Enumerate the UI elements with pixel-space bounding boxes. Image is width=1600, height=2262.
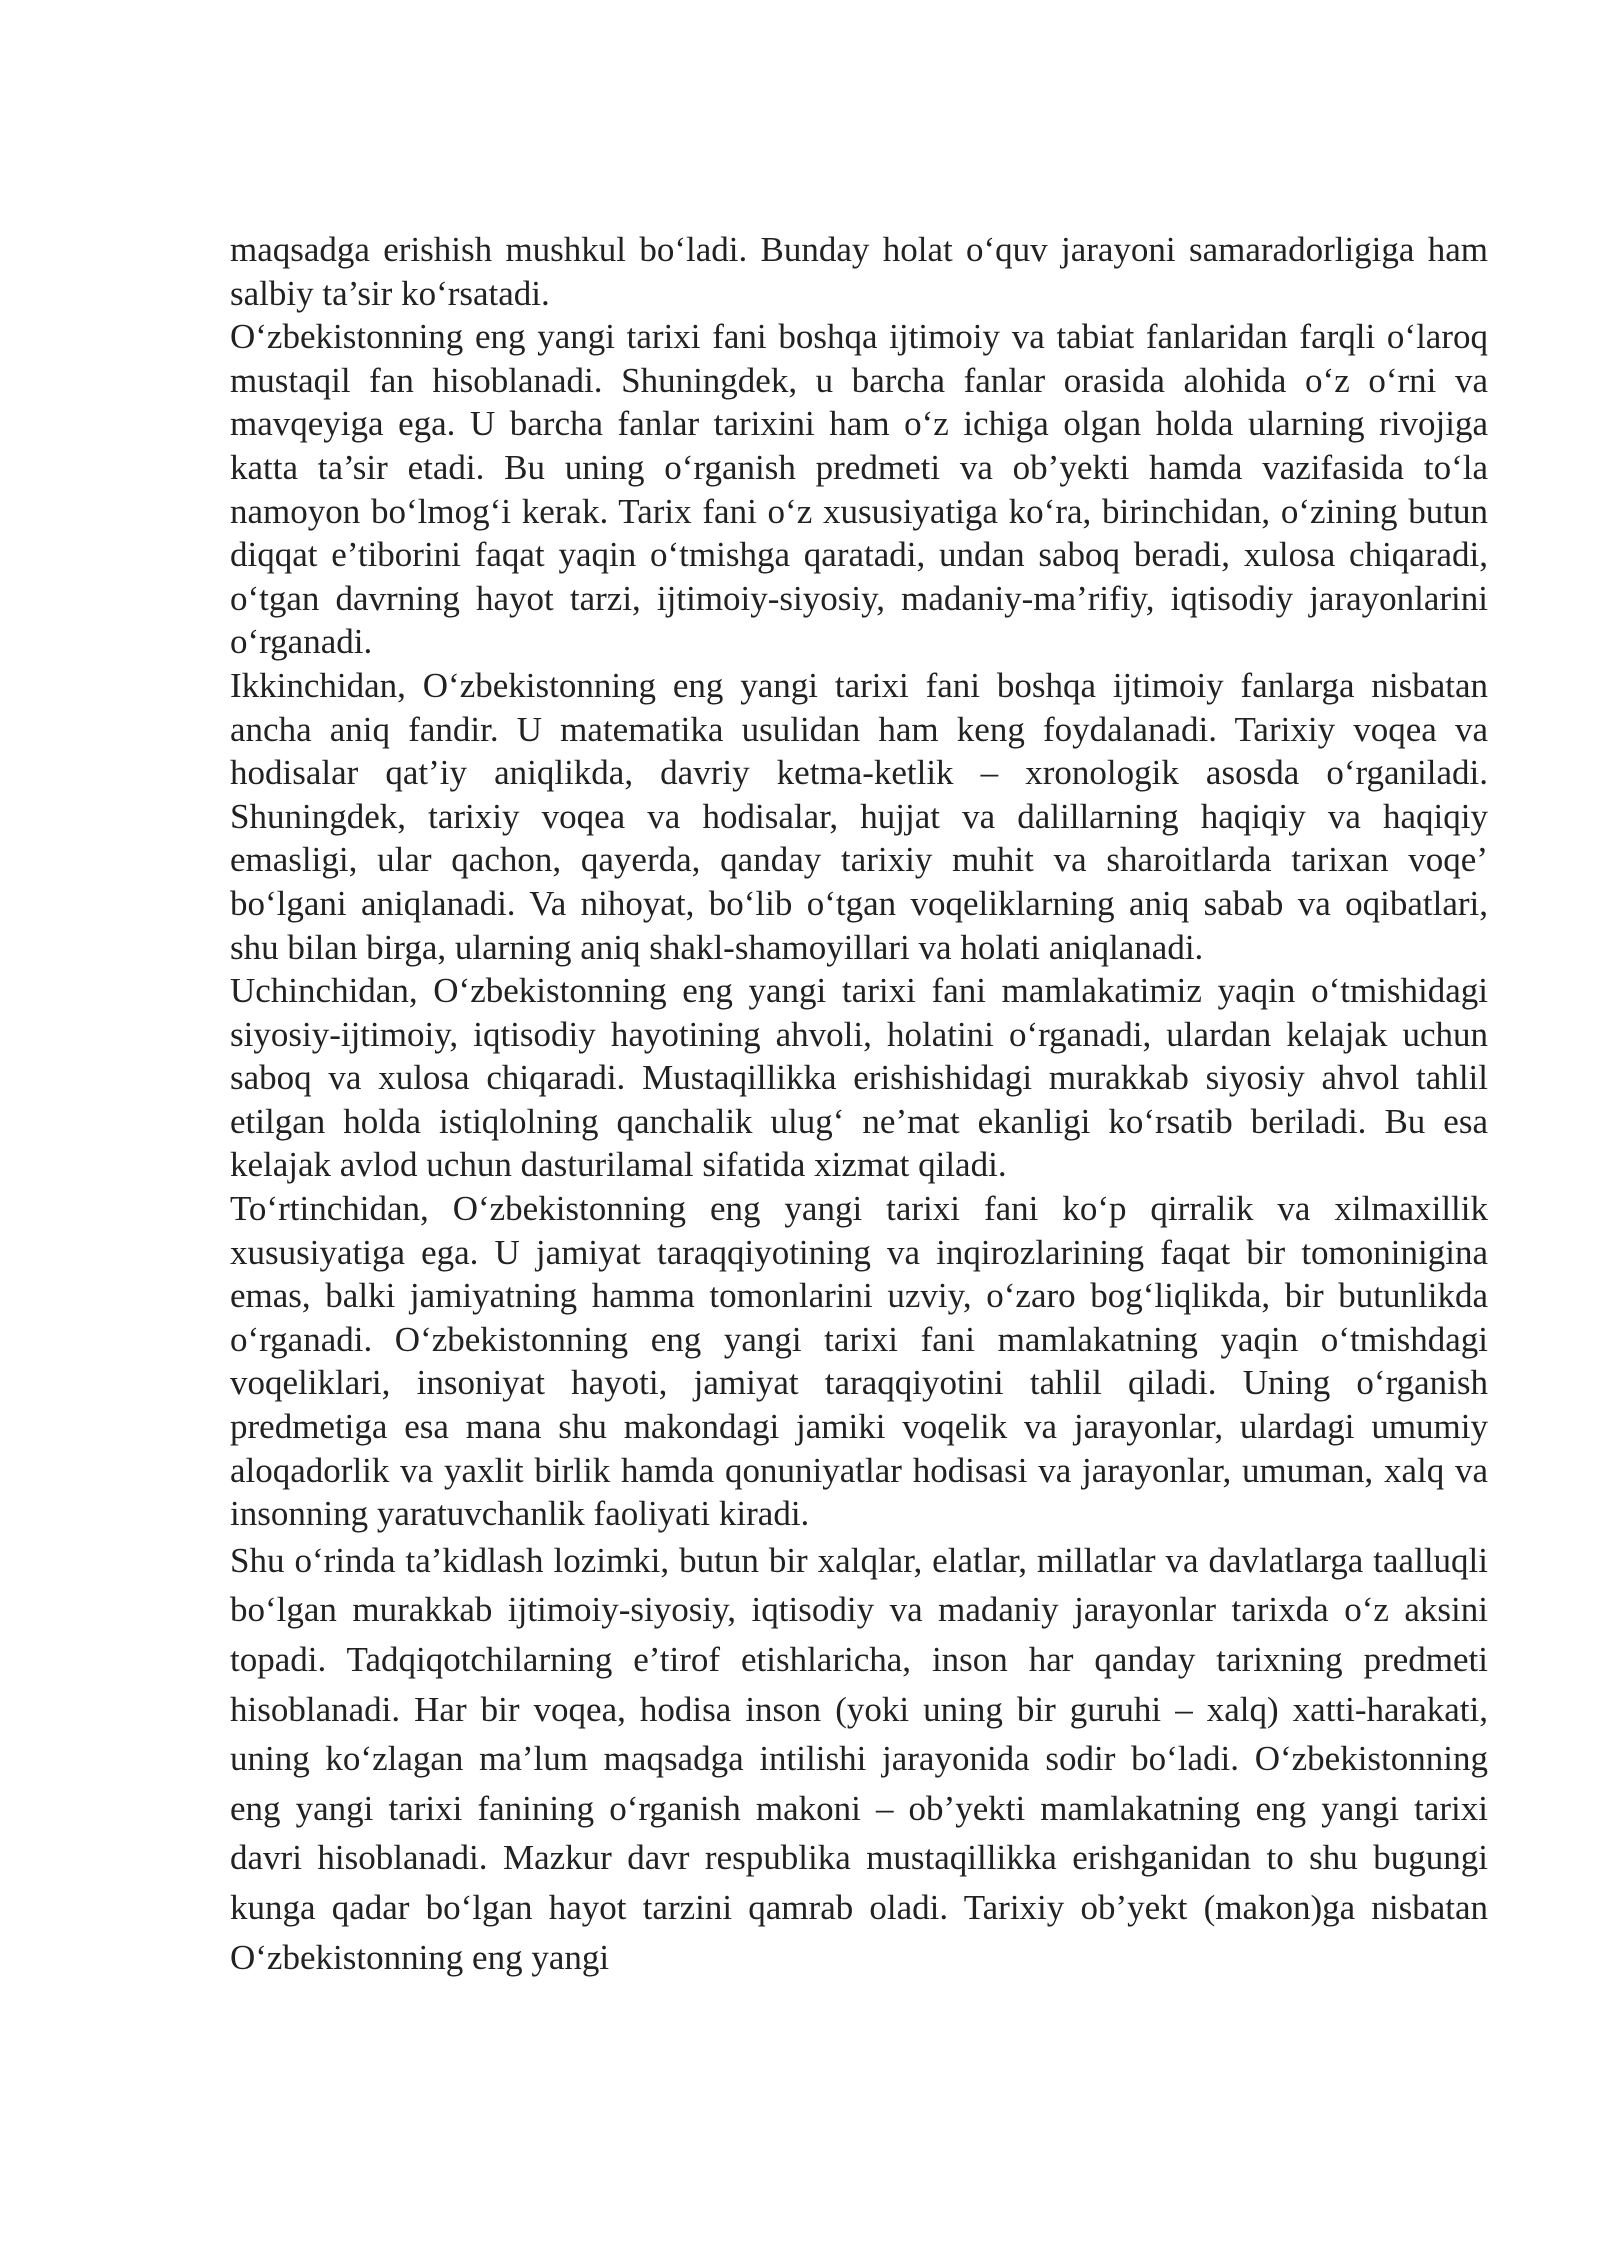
- document-page: [230, 228, 1488, 1982]
- paragraph-2: O‘zbekistonning eng yangi tarixi fani boshqa ijtimoiy va tabiat fanlaridan farqli o‘laroq mustaqil fan hisoblanadi. Shuningdek, u barcha fanlar orasida alohida o‘z o‘rni va mavqeyiga ega. U barcha fanlar tarixini ham o‘z ichiga olgan holda ularning rivojiga katta ta’sir etadi. Bu uning o‘rganish predmeti va ob’yekti hamda vazifasida to‘la namoyon bo‘lmog‘i kerak. Tarix fani o‘z xususiyatiga ko‘ra, birinchidan, o‘zining butun diqqat e’tiborini faqat yaqin o‘tmishga qaratadi, undan saboq beradi, xulosa chiqaradi, o‘tgan davrning hayot tarzi, ijtimoiy-siyosiy, madaniy-ma’rifiy, iqtisodiy jarayonlarini o‘rganadi.: [230, 317, 1488, 662]
- paragraph-5: To‘rtinchidan, O‘zbekistonning eng yangi tarixi fani ko‘p qirralik va xilmaxillik xususiyatiga ega. U jamiyat taraqqiyotining va inqirozlarining faqat bir tomoninigina emas, balki jamiyatning hamma tomonlarini uzviy, o‘zaro bog‘liqlikda, bir butunlikda o‘rganadi. O‘zbekistonning eng yangi tarixi fani mamlakatning yaqin o‘tmishdagi voqeliklari, insoniyat hayoti, jamiyat taraqqiyotini tahlil qiladi. Uning o‘rganish predmetiga esa mana shu makondagi jamiki voqelik va jarayonlar, ulardagi umumiy aloqadorlik va yaxlit birlik hamda qonuniyatlar hodisasi va jarayonlar, umuman, xalq va insonning yaratuvchanlik faoliyati kiradi.: [230, 1189, 1488, 1534]
- paragraph-4: Uchinchidan, O‘zbekistonning eng yangi tarixi fani mamlakatimiz yaqin o‘tmishidagi siyosiy-ijtimoiy, iqtisodiy hayotining ahvoli, holatini o‘rganadi, ulardan kelajak uchun saboq va xulosa chiqaradi. Mustaqillikka erishishidagi murakkab siyosiy ahvol tahlil etilgan holda istiqlolning qanchalik ulug‘ ne’mat ekanligi ko‘rsatib beriladi. Bu esa kelajak avlod uchun dasturilamal sifatida xizmat qiladi.: [230, 971, 1488, 1185]
- paragraph-1: maqsadga erishish mushkul bo‘ladi. Bunday holat o‘quv jarayoni samaradorligiga ham salbiy ta’sir ko‘rsatadi.: [230, 230, 1488, 313]
- paragraph-6: Shu o‘rinda ta’kidlash lozimki, butun bir xalqlar, elatlar, millatlar va davlatlarga taalluqli bo‘lgan murakkab ijtimoiy-siyosiy, iqtisodiy va madaniy jarayonlar tarixda o‘z aksini topadi. Tadqiqotchilarning e’tirof etishlaricha, inson har qanday tarixning predmeti hisoblanadi. Har bir voqea, hodisa inson (yoki uning bir guruhi – xalq) xatti-harakati, uning ko‘zlagan ma’lum maqsadga intilishi jarayonida sodir bo‘ladi. O‘zbekistonning eng yangi tarixi fanining o‘rganish makoni – ob’yekti mamlakatning eng yangi tarixi davri hisoblanadi. Mazkur davr respublika mustaqillikka erishganidan to shu bugungi kunga qadar bo‘lgan hayot tarzini qamrab oladi. Tarixiy ob’yekt (makon)ga nisbatan O‘zbekistonning eng yangi: [230, 1540, 1488, 1977]
- paragraph-3: Ikkinchidan, O‘zbekistonning eng yangi tarixi fani boshqa ijtimoiy fanlarga nisbatan ancha aniq fandir. U matematika usulidan ham keng foydalanadi. Tarixiy voqea va hodisalar qat’iy aniqlikda, davriy ketma-ketlik – xronologik asosda o‘rganiladi. Shuningdek, tarixiy voqea va hodisalar, hujjat va dalillarning haqiqiy va haqiqiy emasligi, ular qachon, qayerda, qanday tarixiy muhit va sharoitlarda tarixan voqe’ bo‘lgani aniqlanadi. Va nihoyat, bo‘lib o‘tgan voqeliklarning aniq sabab va oqibatlari, shu bilan birga, ularning aniq shakl-shamoyillari va holati aniqlanadi.: [230, 665, 1488, 967]
